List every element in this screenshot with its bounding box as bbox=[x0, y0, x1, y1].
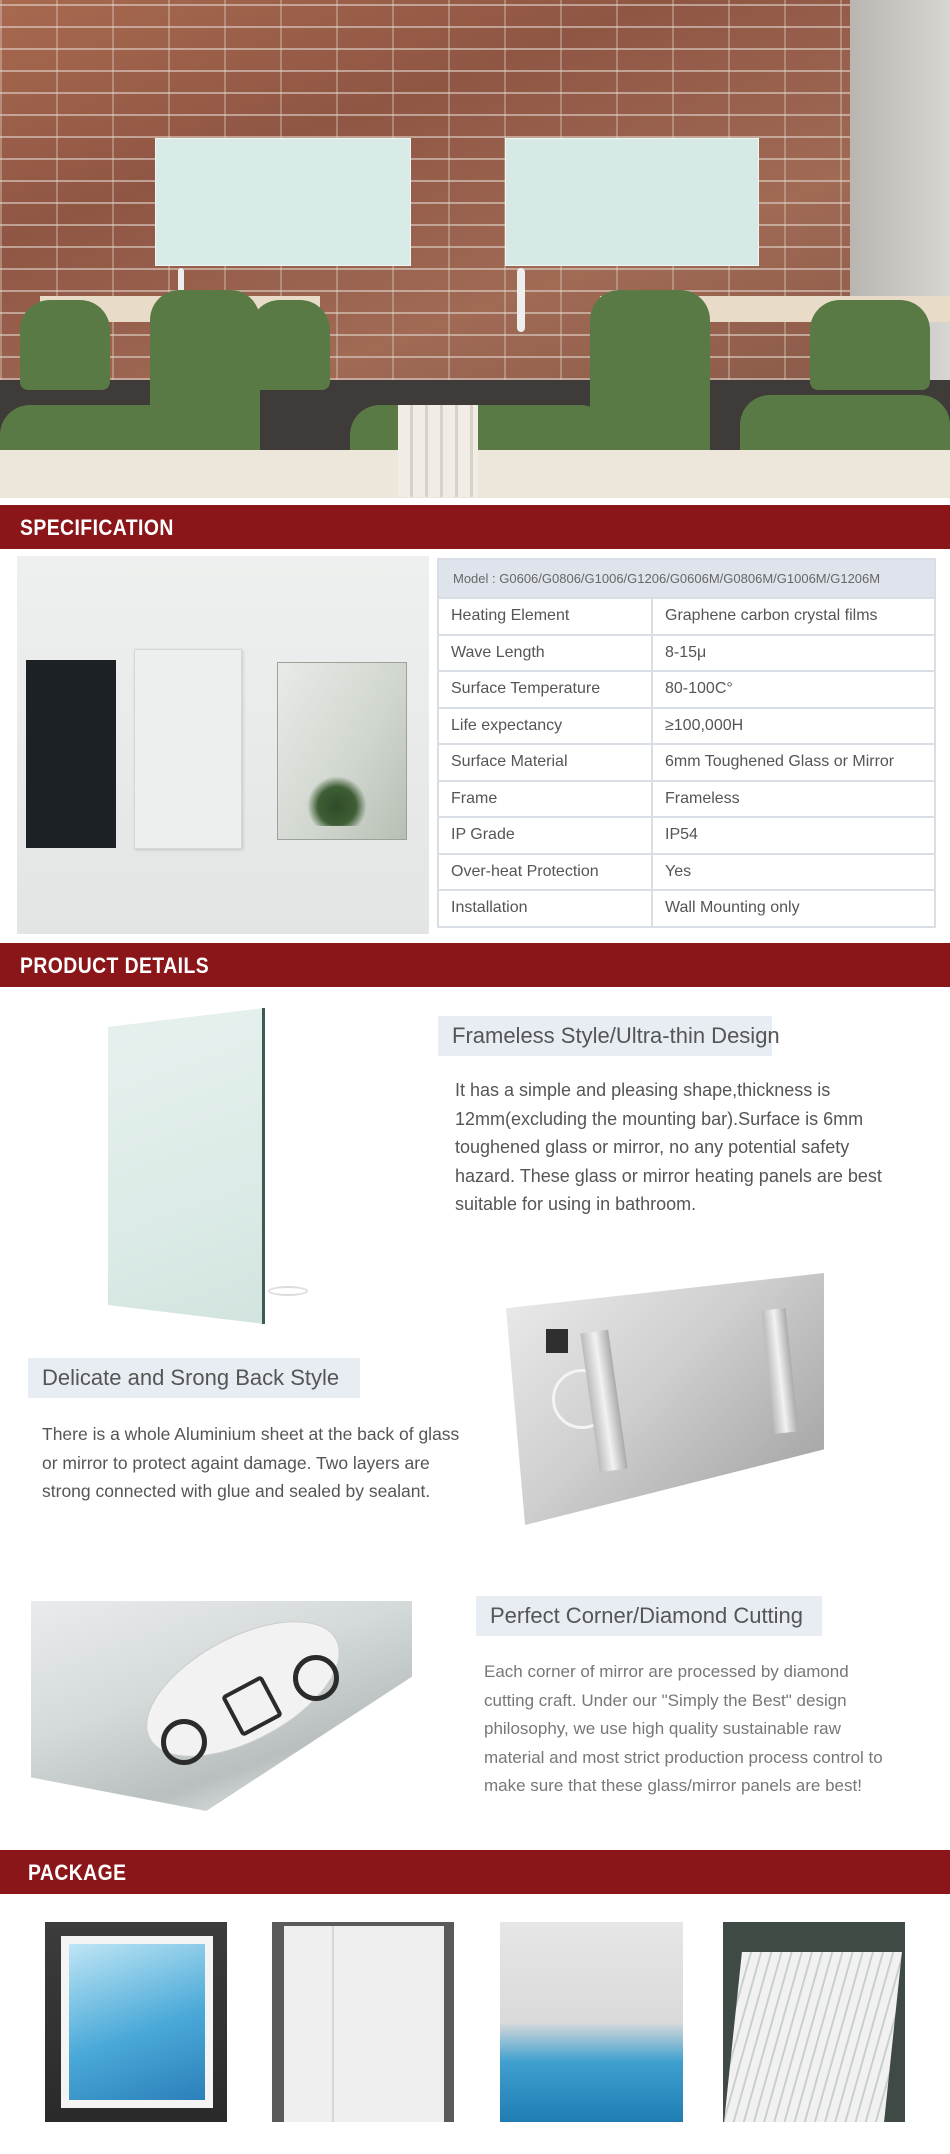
spec-key: IP Grade bbox=[438, 817, 652, 854]
spec-key: Frame bbox=[438, 781, 652, 818]
package-photo-1 bbox=[45, 1922, 227, 2122]
frameless-text: It has a simple and pleasing shape,thickness is 12mm(excluding the mounting bar).Surface is 6mm toughened glass or mirror, no any potential safety hazard. These glass or mirror heating panels are best suitable for using in bathroom. bbox=[455, 1080, 882, 1214]
package-photo-4 bbox=[723, 1922, 905, 2122]
specification-title: SPECIFICATION bbox=[20, 515, 174, 540]
spec-key: Wave Length bbox=[438, 635, 652, 672]
chair bbox=[590, 290, 710, 460]
spec-value: Frameless bbox=[652, 781, 935, 818]
spec-value: 8-15μ bbox=[652, 635, 935, 672]
pencils bbox=[398, 405, 478, 497]
spec-row bbox=[438, 854, 935, 891]
carton-fold bbox=[332, 1926, 334, 2122]
product-details-header bbox=[0, 943, 950, 987]
hero-image bbox=[0, 0, 950, 498]
spec-value: 80-100C° bbox=[652, 671, 935, 708]
spec-value: ≥100,000H bbox=[652, 708, 935, 745]
spec-row bbox=[438, 671, 935, 708]
spec-photo bbox=[17, 556, 429, 934]
spec-row bbox=[438, 708, 935, 745]
package-photo-2 bbox=[272, 1922, 454, 2122]
spec-row bbox=[438, 744, 935, 781]
spec-model-row bbox=[438, 559, 935, 598]
spec-key: Surface Temperature bbox=[438, 671, 652, 708]
back-style-text: There is a whole Aluminium sheet at the back of glass or mirror to protect againt damage. Two layers are strong connected with glue and sealed by sealant. bbox=[42, 1424, 460, 1501]
product-details-title: PRODUCT DETAILS bbox=[20, 953, 210, 978]
glass-heating-panel-right bbox=[505, 138, 759, 266]
plant-reflection bbox=[307, 776, 367, 826]
package-header bbox=[0, 1850, 950, 1894]
power-cable bbox=[268, 1286, 308, 1296]
spec-model: Model : G0606/G0806/G1006/G1206/G0606M/G0806M/G1006M/G1206M bbox=[438, 559, 935, 598]
glass-panel-image bbox=[108, 1008, 264, 1324]
spec-row bbox=[438, 817, 935, 854]
spec-value: IP54 bbox=[652, 817, 935, 854]
corner-closeup-image bbox=[31, 1601, 412, 1811]
foam-corners bbox=[61, 1936, 213, 2108]
spec-value: 6mm Toughened Glass or Mirror bbox=[652, 744, 935, 781]
spec-value: Yes bbox=[652, 854, 935, 891]
corner-text: Each corner of mirror are processed by diamond cutting craft. Under our "Simply the Best" design philosophy, we use high quality sustainable raw material and most strict production process control to make sure that these glass/mirror panels are best! bbox=[484, 1662, 883, 1795]
spec-row bbox=[438, 598, 935, 635]
panel-back-image bbox=[506, 1273, 824, 1525]
spec-table bbox=[437, 558, 936, 928]
no-spraying-icon bbox=[161, 1719, 207, 1765]
chair bbox=[250, 300, 330, 390]
spec-key: Life expectancy bbox=[438, 708, 652, 745]
spec-row bbox=[438, 635, 935, 672]
chair bbox=[20, 300, 110, 390]
package-title: PACKAGE bbox=[28, 1860, 127, 1885]
spec-row bbox=[438, 781, 935, 818]
spec-key: Over-heat Protection bbox=[438, 854, 652, 891]
black-glass-panel bbox=[26, 660, 116, 848]
back-style-title: Delicate and Srong Back Style bbox=[28, 1358, 360, 1398]
spec-value: Wall Mounting only bbox=[652, 890, 935, 927]
carton-box bbox=[284, 1926, 444, 2122]
packed-panel bbox=[500, 1922, 683, 2122]
stacked-cartons bbox=[724, 1952, 902, 2122]
glass-panel-edge bbox=[262, 1008, 265, 1324]
spec-value: Graphene carbon crystal films bbox=[652, 598, 935, 635]
specification-header bbox=[0, 505, 950, 549]
corner-title: Perfect Corner/Diamond Cutting bbox=[476, 1596, 822, 1636]
spec-key: Installation bbox=[438, 890, 652, 927]
junction-box bbox=[546, 1329, 568, 1353]
spec-key: Surface Material bbox=[438, 744, 652, 781]
spec-row bbox=[438, 890, 935, 927]
spec-key: Heating Element bbox=[438, 598, 652, 635]
glass-heating-panel-left bbox=[155, 138, 411, 266]
white-glass-panel bbox=[134, 649, 242, 849]
package-photo-3 bbox=[500, 1922, 683, 2122]
power-cord bbox=[517, 268, 525, 332]
no-covering-icon bbox=[293, 1655, 339, 1701]
frameless-title: Frameless Style/Ultra-thin Design bbox=[438, 1016, 772, 1056]
chair bbox=[810, 300, 930, 390]
